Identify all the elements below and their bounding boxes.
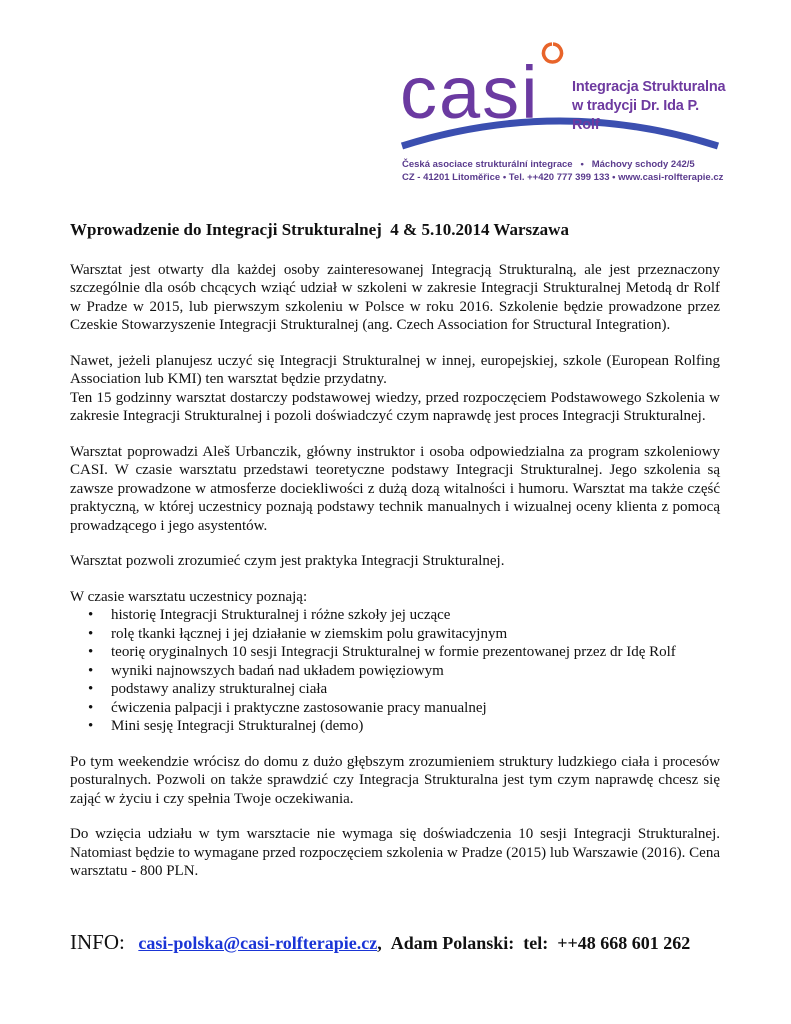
bullet-icon: • [88, 607, 94, 623]
info-label: INFO: [70, 930, 125, 954]
bullet-icon: • [88, 625, 94, 642]
list-item: • historię Integracji Strukturalnej i różne szkoły jej uczące [88, 607, 451, 623]
paragraph-understanding: Warsztat pozwoli zrozumieć czym jest praktyka Integracji Strukturalnej. [70, 553, 505, 569]
paragraph-instructor: Warsztat poprowadzi Aleš Urbanczik, główny instruktor i osoba odpowiedzialna za program szkoleniowy CASI. W czasie warsztatu przedstawi teoretyczne podstawy Integracji Strukturalnej. Jego szkolenia są zawsze prowadzone w atmosferze dociekliwości z dużą dozą witalności i humoru. Warsztat ma także część praktyczną, w której uczestnicy poznają podstawy technik manualnych i wizualnej oceny klienta z pomocą prowadzącego i jego asystentów. [70, 443, 720, 534]
casi-logo [400, 36, 730, 186]
list-item: • rolę tkanki łącznej i jej działanie w ziemskim polu grawitacyjnym [88, 625, 508, 642]
list-item: • ćwiczenia palpacji i praktyczne zastosowanie pracy manualnej [88, 699, 487, 716]
bullet-icon: • [88, 681, 94, 697]
bullet-icon: • [88, 699, 94, 716]
paragraph-intro: Warsztat jest otwarty dla każdej osoby zainteresowanej Integracją Strukturalną, ale jest przeznaczony szczególnie dla osób chcących wziąć udział w szkoleni w zakresie Integracji Strukturalnej Metodą dr Rolf w Pradze w 2015, lub pierwszym szkoleniu w Polsce w roku 2016. Szkolenie będzie prowadzone przez Czeskie Stowarzyszenie Integracji Strukturalnej (ang. Czech Association for Structural Integration). [70, 261, 720, 333]
contact-phone: Adam Polanski: tel: ++48 668 601 262 [390, 933, 691, 953]
list-intro: W czasie warsztatu uczestnicy poznają: [70, 588, 308, 605]
info-contact-line [70, 930, 730, 955]
email-link[interactable]: casi-polska@casi-rolfterapie.cz [138, 933, 378, 953]
list-item: • teorię oryginalnych 10 sesji Integracji Strukturalnej w formie prezentowanej przez dr Idę Rolf [88, 644, 676, 660]
bullet-icon: • [88, 662, 94, 679]
bullet-icon: • [88, 644, 94, 660]
tagline-line1: Integracja Strukturalna [572, 79, 726, 95]
association-address [402, 158, 732, 184]
document-body [70, 221, 720, 898]
paragraph-workshop-scope: Ten 15 godzinny warsztat dostarczy podstawowej wiedzy, przed rozpoczęciem Podstawowego Szkolenia w zakresie Integracji Strukturalnej i pozoli doświadczyć czym naprawdę jest proces Integracji Strukturalnej. [70, 389, 720, 424]
logo-tagline [572, 78, 730, 135]
paragraph-other-schools: Nawet, jeżeli planujesz uczyć się Integracji Strukturalnej w innej, europejskiej, szkole (European Rolfing Association lub KMI) ten warsztat będzie przydatny. [70, 352, 720, 387]
paragraph-requirements: Do wzięcia udziału w tym warsztacie nie wymaga się doświadczenia 10 sesji Integracji Strukturalnej. Natomiast będzie to wymagane przed rozpoczęciem szkolenia w Pradze (2015) lub Warszawie (2016). Cena warsztatu - 800 PLN. [70, 826, 720, 879]
topics-list [70, 606, 720, 736]
swirl-icon [544, 44, 562, 62]
info-separator: , [377, 933, 382, 953]
assoc-line2: CZ - 41201 Litoměřice • Tel. ++420 777 399 133 • www.casi-rolfterapie.cz [402, 172, 724, 183]
list-item: • Mini sesję Integracji Strukturalnej (demo) [88, 718, 364, 734]
assoc-line1: Česká asociace strukturální integrace • Máchovy schody 242/5 [402, 159, 695, 170]
wordmark-casi: casi [400, 51, 540, 134]
list-item: • wyniki najnowszych badań nad układem powięziowym [88, 662, 444, 679]
bullet-icon: • [88, 718, 94, 734]
tagline-line2: w tradycji Dr. Ida P. Rolf [572, 98, 699, 133]
list-item: • podstawy analizy strukturalnej ciała [88, 681, 328, 697]
paragraph-outcome: Po tym weekendzie wrócisz do domu z dużo głębszym zrozumieniem struktury ludzkiego ciała i procesów posturalnych. Pozwoli on także sprawdzić czy Integracja Strukturalna jest tym czym naprawdę chcesz się zająć w życiu i czy spełnia Twoje oczekiwania. [70, 753, 720, 807]
document-title: Wprowadzenie do Integracji Strukturalnej 4 & 5.10.2014 Warszawa [70, 220, 569, 239]
